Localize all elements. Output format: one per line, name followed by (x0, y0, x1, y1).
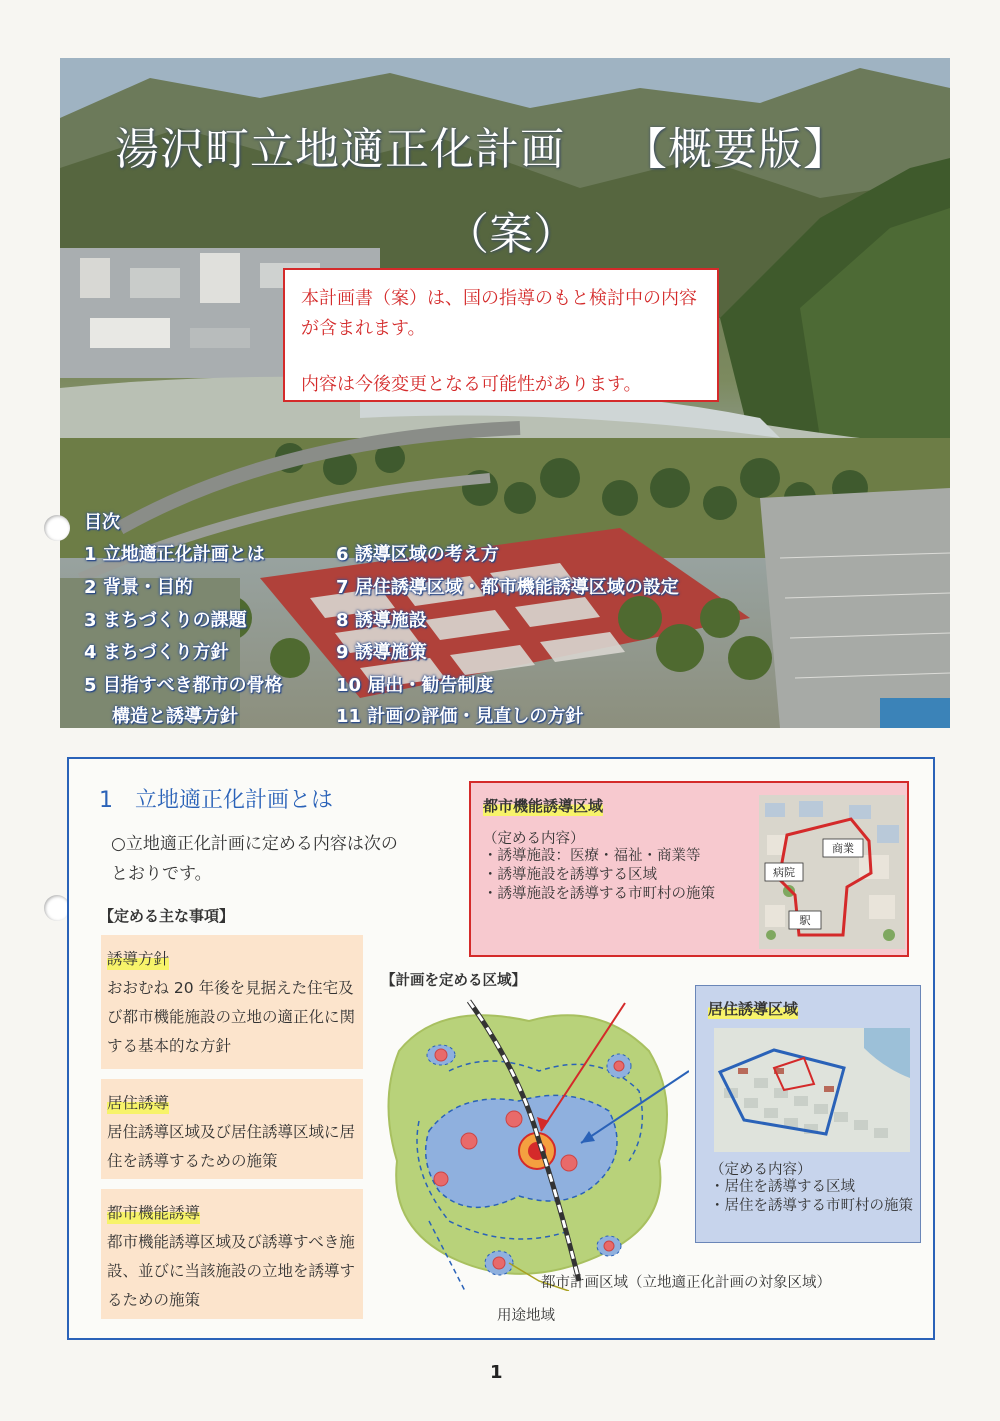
box-body: 都市機能誘導区域及び誘導すべき施設、並びに当該施設の立地を誘導するための施策 (107, 1233, 356, 1309)
toc-item[interactable]: 9 誘導施策 (336, 642, 427, 663)
list-item: ・ 誘導施設を誘導する市町村の施策 (483, 885, 753, 904)
main-items-heading: 【定める主な事項】 (99, 907, 235, 925)
section-title: 1 立地適正化計画とは (99, 788, 333, 813)
section-1-panel (67, 757, 935, 1340)
box-body: おおむね 20 年後を見据えた住宅及び都市機能施設の立地の適正化に関する基本的な方針 (107, 979, 356, 1055)
list-item: ・ 誘導施設を誘導する区域 (483, 866, 753, 885)
city-center-illustration (759, 795, 905, 949)
toc-item[interactable]: 1 立地適正化計画とは (84, 544, 265, 565)
toc-item[interactable]: 5 目指すべき都市の骨格 (84, 675, 283, 696)
hospital-label: 病院 (773, 866, 795, 879)
toc-item[interactable]: 6 誘導区域の考え方 (336, 544, 499, 565)
toc-item[interactable]: 8 誘導施設 (336, 610, 427, 631)
commerce-label: 商業 (832, 842, 854, 855)
callout-list (710, 1178, 915, 1216)
toc-heading: 目次 (84, 512, 120, 533)
notice-line-2: 内容は今後変更となる可能性があります。 (301, 374, 642, 395)
residential-zone-callout (695, 985, 921, 1243)
induction-policy-box (101, 935, 363, 1069)
residential-induction-box (101, 1079, 363, 1179)
box-heading: 誘導方針 (107, 950, 170, 968)
list-item: ・ 居住を誘導する区域 (710, 1178, 915, 1197)
residential-illustration (714, 1028, 910, 1152)
planning-zone-map (369, 991, 689, 1291)
usage-area-label: 用途地域 (497, 1308, 555, 1324)
zone-map-label: 【計画を定める区域】 (381, 973, 526, 989)
city-planning-area-label: 都市計画区域（立地適正化計画の対象区域） (541, 1275, 831, 1291)
city-function-zone-callout (469, 781, 909, 957)
toc-item[interactable]: 7 居住誘導区域・都市機能誘導区域の設定 (336, 577, 679, 598)
box-heading: 都市機能誘導 (107, 1204, 201, 1222)
box-heading: 居住誘導 (107, 1094, 170, 1112)
notice-line-1: 本計画書（案）は、国の指導のもと検討中の内容が含まれます。 (301, 288, 697, 339)
callout-sub: （定める内容） (483, 831, 585, 847)
callout-heading: 居住誘導区域 (708, 1000, 799, 1018)
edition-label: 【概要版】 (623, 124, 848, 175)
toc-item[interactable]: 4 まちづくり方針 (84, 642, 229, 663)
station-label: 駅 (799, 914, 811, 927)
toc-item[interactable]: 11 計画の評価・見直しの方針 (336, 706, 584, 727)
callout-sub: （定める内容） (710, 1162, 812, 1178)
draft-label: （案） (445, 209, 577, 260)
section-intro: ○立地適正化計画に定める内容は次のとおりです。 (111, 834, 398, 884)
callout-heading: 都市機能誘導区域 (483, 797, 604, 815)
list-item: ・ 誘導施設：医療・福祉・商業等 (483, 847, 753, 866)
cover-photo (60, 58, 950, 728)
toc-item[interactable]: 3 まちづくりの課題 (84, 610, 247, 631)
list-item: ・ 居住を誘導する市町村の施策 (710, 1197, 915, 1216)
table-of-contents (60, 58, 950, 728)
page-number: 1 (490, 1362, 503, 1383)
document-title: 湯沢町立地適正化計画 【概要版】 (115, 124, 848, 175)
box-body: 居住誘導区域及び居住誘導区域に居住を誘導するための施策 (107, 1123, 356, 1170)
toc-item[interactable]: 10 届出・勧告制度 (336, 675, 494, 696)
urban-function-induction-box (101, 1189, 363, 1319)
toc-item-continued[interactable]: 構造と誘導方針 (112, 706, 238, 727)
binder-hole (44, 515, 70, 541)
toc-item[interactable]: 2 背景・目的 (84, 577, 193, 598)
callout-list (483, 847, 753, 904)
